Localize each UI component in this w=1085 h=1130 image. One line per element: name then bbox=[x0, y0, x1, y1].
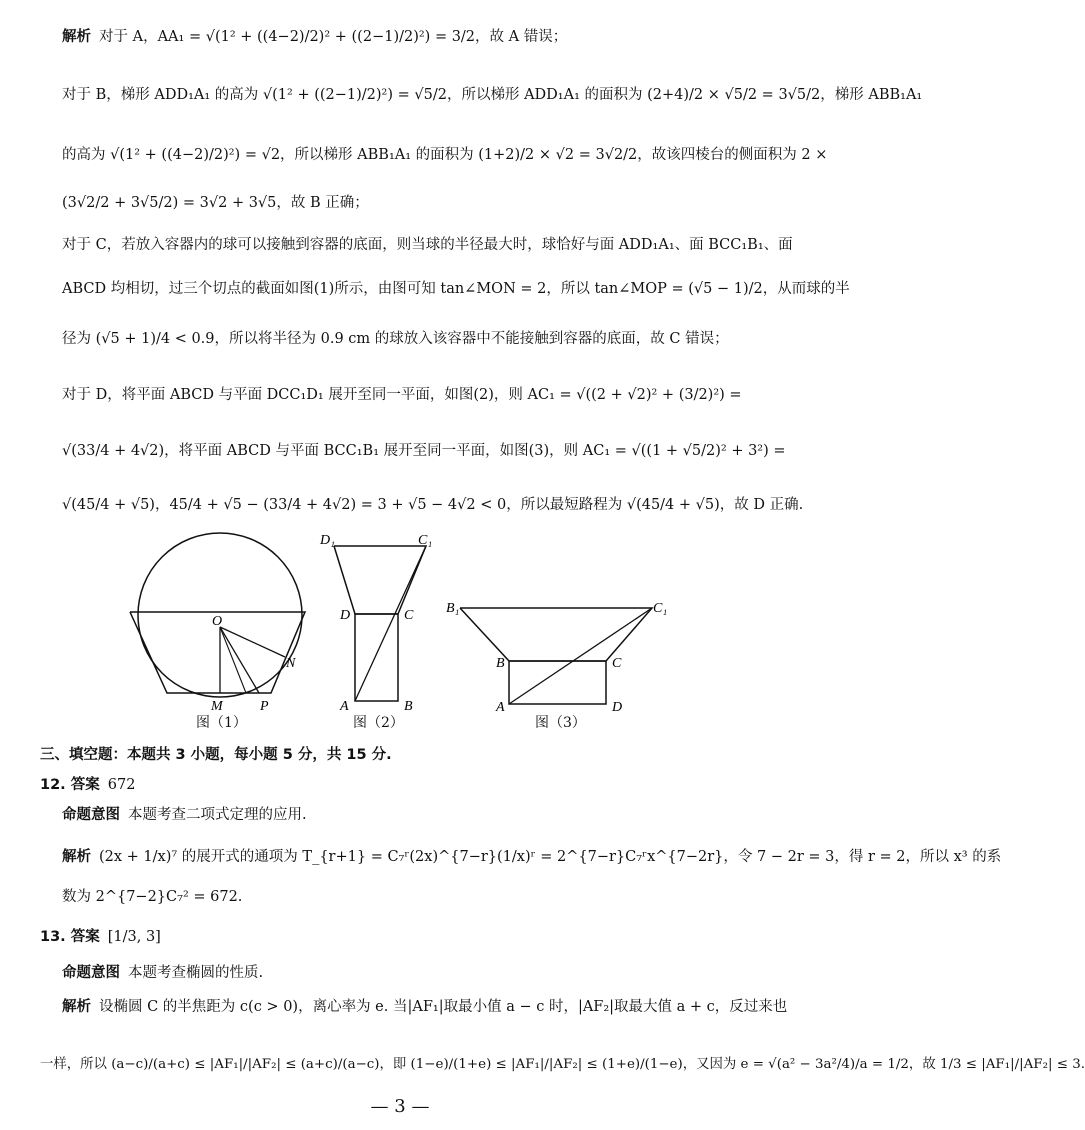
q13-analysis-line-2: 一样，所以 (a−c)/(a+c) ≤ |AF₁|/|AF₂| ≤ (a+c)/(a−c)，即 (1−e)/(1+e) ≤ |AF₁|/|AF₂| ≤ (1+e)/(1−e)，又因为 e = √(a² − 3a²/4)/a = 1/2，故 1/3 ≤ |AF₁|/|AF₂| ≤ 3. bbox=[40, 1057, 1085, 1072]
q12-intent-label: 命题意图 bbox=[62, 807, 120, 823]
fig3-caption: 图（3） bbox=[535, 715, 586, 731]
solution-c-line-2: ABCD 均相切，过三个切点的截面如图(1)所示，由图可知 tan∠MON = 2，所以 tan∠MOP = (√5 − 1)/2，从而球的半 bbox=[62, 281, 850, 297]
fig2-label-D: D bbox=[340, 608, 351, 623]
solution-c-line-1: 对于 C，若放入容器内的球可以接触到容器的底面，则当球的半径最大时，球恰好与面 ADD₁A₁、面 BCC₁B₁、面 bbox=[62, 237, 793, 253]
fig2-label-D1: D₁ bbox=[320, 533, 335, 548]
section-heading: 三、填空题：本题共 3 小题，每小题 5 分，共 15 分. bbox=[40, 747, 392, 763]
figures-row bbox=[0, 530, 800, 740]
fig3-diagonal-AC1 bbox=[509, 608, 652, 704]
fig1-label-N: N bbox=[286, 656, 296, 671]
fig3-label-C: C bbox=[612, 656, 622, 671]
fig2-caption: 图（2） bbox=[353, 715, 404, 731]
q13-intent-label: 命题意图 bbox=[62, 965, 120, 981]
q12-intent-line bbox=[0, 802, 862, 828]
fig2-label-C: C bbox=[404, 608, 414, 623]
figure-2 bbox=[320, 530, 440, 730]
analysis-label: 解析 bbox=[62, 29, 91, 45]
q13-answer-label: 13. 答案 bbox=[40, 929, 100, 945]
page-number: — 3 — bbox=[370, 1096, 430, 1117]
fig1-caption: 图（1） bbox=[196, 715, 247, 731]
q12-analysis-label: 解析 bbox=[62, 849, 91, 865]
q13-answer-line bbox=[0, 924, 840, 950]
q12-analysis-line-1 bbox=[0, 844, 1002, 870]
fig2-label-B: B bbox=[404, 699, 413, 714]
solution-a-text: 对于 A，AA₁ = √(1² + ((4−2)/2)² + ((2−1)/2)²) = 3/2，故 A 错误； bbox=[99, 29, 568, 45]
q12-answer-label: 12. 答案 bbox=[40, 777, 100, 793]
fig1-label-M: M bbox=[211, 699, 223, 714]
fig1-label-P: P bbox=[260, 699, 269, 714]
fig3-label-B: B bbox=[496, 656, 505, 671]
q13-intent-line bbox=[0, 960, 862, 986]
fig3-label-D: D bbox=[612, 700, 623, 715]
figure-1 bbox=[125, 530, 325, 730]
fig2-diagonal-AC1 bbox=[355, 546, 426, 701]
solution-c-line-3: 径为 (√5 + 1)/4 < 0.9，所以将半径为 0.9 cm 的球放入该容器中不能接触到容器的底面，故 C 错误； bbox=[62, 331, 729, 347]
q13-intent-text: 本题考查椭圆的性质. bbox=[128, 965, 264, 981]
q13-answer-value: [1/3, 3] bbox=[107, 929, 161, 945]
q12-analysis-line-2: 数为 2^{7−2}C₇² = 672. bbox=[62, 889, 243, 905]
fig2-label-A: A bbox=[340, 699, 349, 714]
q12-answer-line bbox=[0, 772, 840, 798]
q13-analysis-line-1 bbox=[0, 994, 862, 1020]
fig1-label-O: O bbox=[212, 614, 223, 629]
solution-b-line-1: 对于 B，梯形 ADD₁A₁ 的高为 √(1² + ((2−1)/2)²) = √5/2，所以梯形 ADD₁A₁ 的面积为 (2+4)/2 × √5/2 = 3√5/2，梯形 ABB₁A₁ bbox=[62, 87, 923, 103]
q13-analysis-label: 解析 bbox=[62, 999, 91, 1015]
fig3-label-B1: B₁ bbox=[446, 601, 460, 616]
solution-d-line-2: √(33/4 + 4√2)，将平面 ABCD 与平面 BCC₁B₁ 展开至同一平面，如图(3)，则 AC₁ = √((1 + √5/2)² + 3²) = bbox=[62, 443, 786, 459]
fig3-label-C1: C₁ bbox=[653, 601, 668, 616]
q12-answer-value: 672 bbox=[107, 777, 136, 793]
solution-d-line-1: 对于 D，将平面 ABCD 与平面 DCC₁D₁ 展开至同一平面，如图(2)，则 AC₁ = √((2 + √2)² + (3/2)²) = bbox=[62, 387, 742, 403]
fig1-line-OP bbox=[220, 627, 259, 693]
fig3-label-A: A bbox=[496, 700, 505, 715]
solution-b-line-2: 的高为 √(1² + ((4−2)/2)²) = √2，所以梯形 ABB₁A₁ 的面积为 (1+2)/2 × √2 = 3√2/2，故该四棱台的侧面积为 2 × bbox=[62, 147, 828, 163]
solution-a-line bbox=[0, 24, 862, 50]
solution-d-line-3: √(45/4 + √5)，45/4 + √5 − (33/4 + 4√2) = 3 + √5 − 4√2 < 0，所以最短路程为 √(45/4 + √5)，故 D 正确. bbox=[62, 497, 804, 513]
q12-analysis-text-1: (2x + 1/x)⁷ 的展开式的通项为 T_{r+1} = C₇ʳ(2x)^{7−r}(1/x)ʳ = 2^{7−r}C₇ʳx^{7−2r}，令 7 − 2r = 3，得 r = 2，所以 x³ 的系 bbox=[99, 849, 1002, 865]
fig2-label-C1: C₁ bbox=[418, 533, 433, 548]
q12-intent-text: 本题考查二项式定理的应用. bbox=[128, 807, 307, 823]
figure-3 bbox=[440, 530, 680, 730]
fig2-top-trapezoid bbox=[334, 546, 426, 614]
fig3-top-trapezoid bbox=[460, 608, 652, 661]
solution-b-line-3: (3√2/2 + 3√5/2) = 3√2 + 3√5，故 B 正确； bbox=[62, 195, 369, 211]
q13-analysis-text-1: 设椭圆 C 的半焦距为 c(c > 0)，离心率为 e. 当|AF₁|取最小值 a − c 时，|AF₂|取最大值 a + c，反过来也 bbox=[99, 999, 788, 1015]
fig3-rect-abcd bbox=[509, 661, 606, 704]
